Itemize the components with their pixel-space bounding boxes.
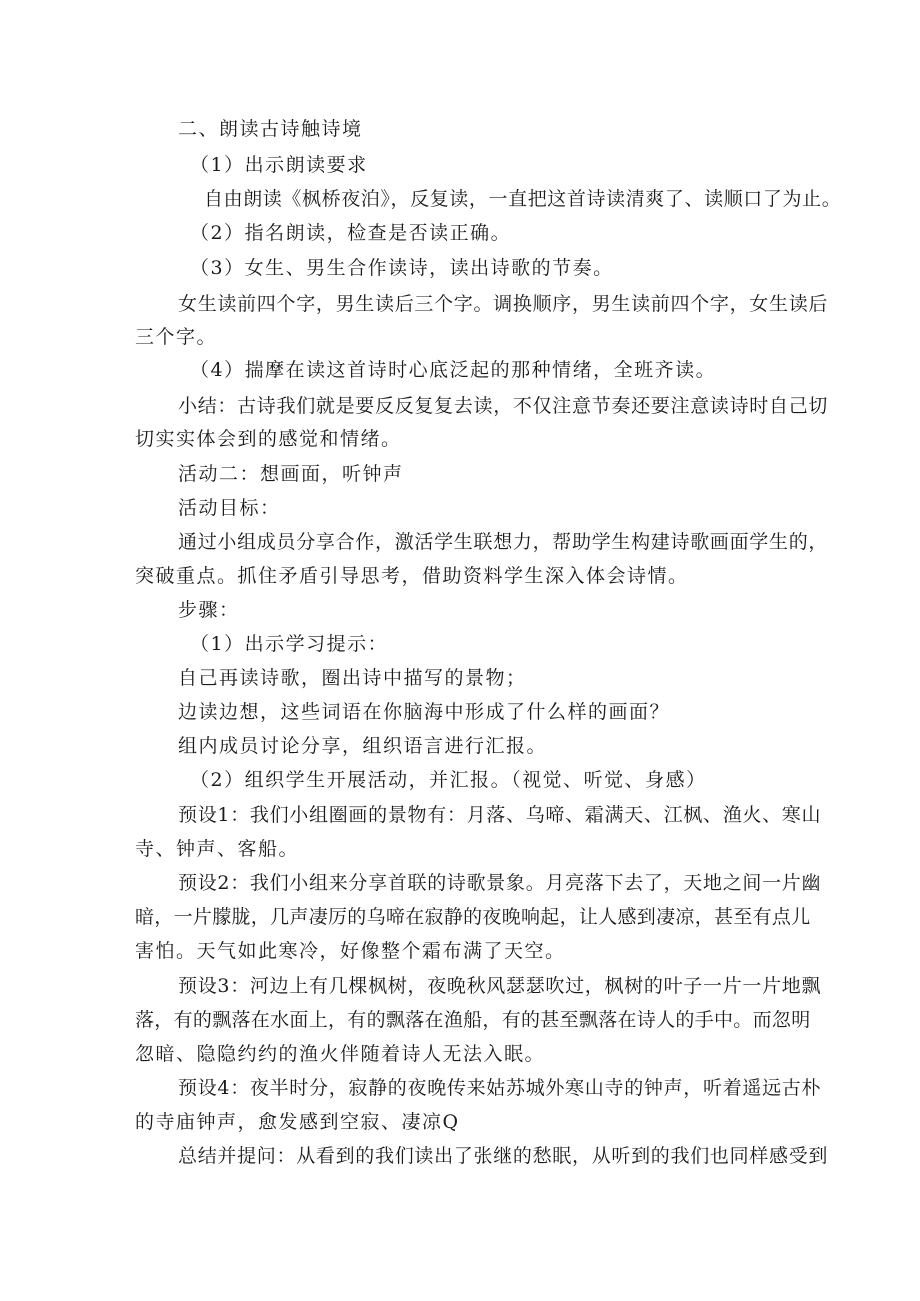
paragraph-line: 自由朗读《枫桥夜泊》，反复读，一直把这首诗读清爽了、读顺口了为止。 xyxy=(204,188,842,210)
paragraph-line: 暗，一片朦胧，几声凄厉的乌啼在寂静的夜晚响起，让人感到凄凉，甚至有点儿 xyxy=(135,906,811,928)
paragraph-line: 边读边想，这些词语在你脑海中形成了什么样的画面？ xyxy=(178,701,671,723)
step-item: （2）组织学生开展活动，并汇报。（视觉、听觉、身感） xyxy=(190,769,707,791)
paragraph-line: 组内成员讨论分享，组织语言进行汇报。 xyxy=(178,735,548,757)
paragraph-line: 落，有的飘落在水面上，有的飘落在渔船，有的甚至飘落在诗人的手中。而忽明 xyxy=(135,1009,811,1031)
activity-goal-label: 活动目标： xyxy=(178,497,281,519)
step-item: （3）女生、男生合作读诗，读出诗歌的节奏。 xyxy=(190,257,614,279)
paragraph-line: 通过小组成员分享合作，激活学生联想力，帮助学生构建诗歌画面学生的， xyxy=(178,531,829,553)
activity-heading: 活动二：想画面，听钟声 xyxy=(178,463,404,485)
step-item: （4）揣摩在读这首诗时心底泛起的那种情绪，全班齐读。 xyxy=(190,359,717,381)
paragraph-line: 女生读前四个字，男生读后三个字。调换顺序，男生读前四个字，女生读后 xyxy=(178,293,829,315)
paragraph-line: 小结：古诗我们就是要反反复复去读，不仅注意节奏还要注意读诗时自己切 xyxy=(178,395,829,417)
paragraph-line: 的寺庙钟声，愈发感到空寂、凄凉Q xyxy=(135,1111,460,1133)
paragraph-line: 切实实体会到的感觉和情绪。 xyxy=(135,428,402,450)
paragraph-line: 预设3：河边上有几棵枫树，夜晚秋风瑟瑟吹过，枫树的叶子一片一片地飘 xyxy=(178,975,822,997)
paragraph-line: 突破重点。抓住矛盾引导思考，借助资料学生深入体会诗情。 xyxy=(135,565,689,587)
paragraph-line: 寺、钟声、客船。 xyxy=(135,838,300,860)
step-item: （1）出示朗读要求 xyxy=(190,154,368,176)
section-heading: 二、朗读古诗触诗境 xyxy=(178,118,363,140)
paragraph-line: 害怕。天气如此寒冷，好像整个霜布满了天空。 xyxy=(135,940,566,962)
step-item: （2）指名朗读，检查是否读正确。 xyxy=(190,222,512,244)
paragraph-line: 预设4：夜半时分，寂静的夜晚传来姑苏城外寒山寺的钟声，听着遥远古朴 xyxy=(178,1077,822,1099)
steps-label: 步骤： xyxy=(178,599,240,621)
step-item: （1）出示学习提示： xyxy=(190,633,389,655)
paragraph-line: 预设2：我们小组来分享首联的诗歌景象。月亮落下去了，天地之间一片幽 xyxy=(178,872,822,894)
paragraph-line: 总结并提问：从看到的我们读出了张继的愁眠，从听到的我们也同样感受到 xyxy=(178,1145,829,1167)
paragraph-line: 预设1：我们小组圈画的景物有：月落、乌啼、霜满天、江枫、渔火、寒山 xyxy=(178,804,822,826)
paragraph-line: 忽暗、隐隐约约的渔火伴随着诗人无法入眠。 xyxy=(135,1043,546,1065)
paragraph-line: 三个字。 xyxy=(135,326,218,348)
paragraph-line: 自己再读诗歌，圈出诗中描写的景物； xyxy=(178,667,527,689)
